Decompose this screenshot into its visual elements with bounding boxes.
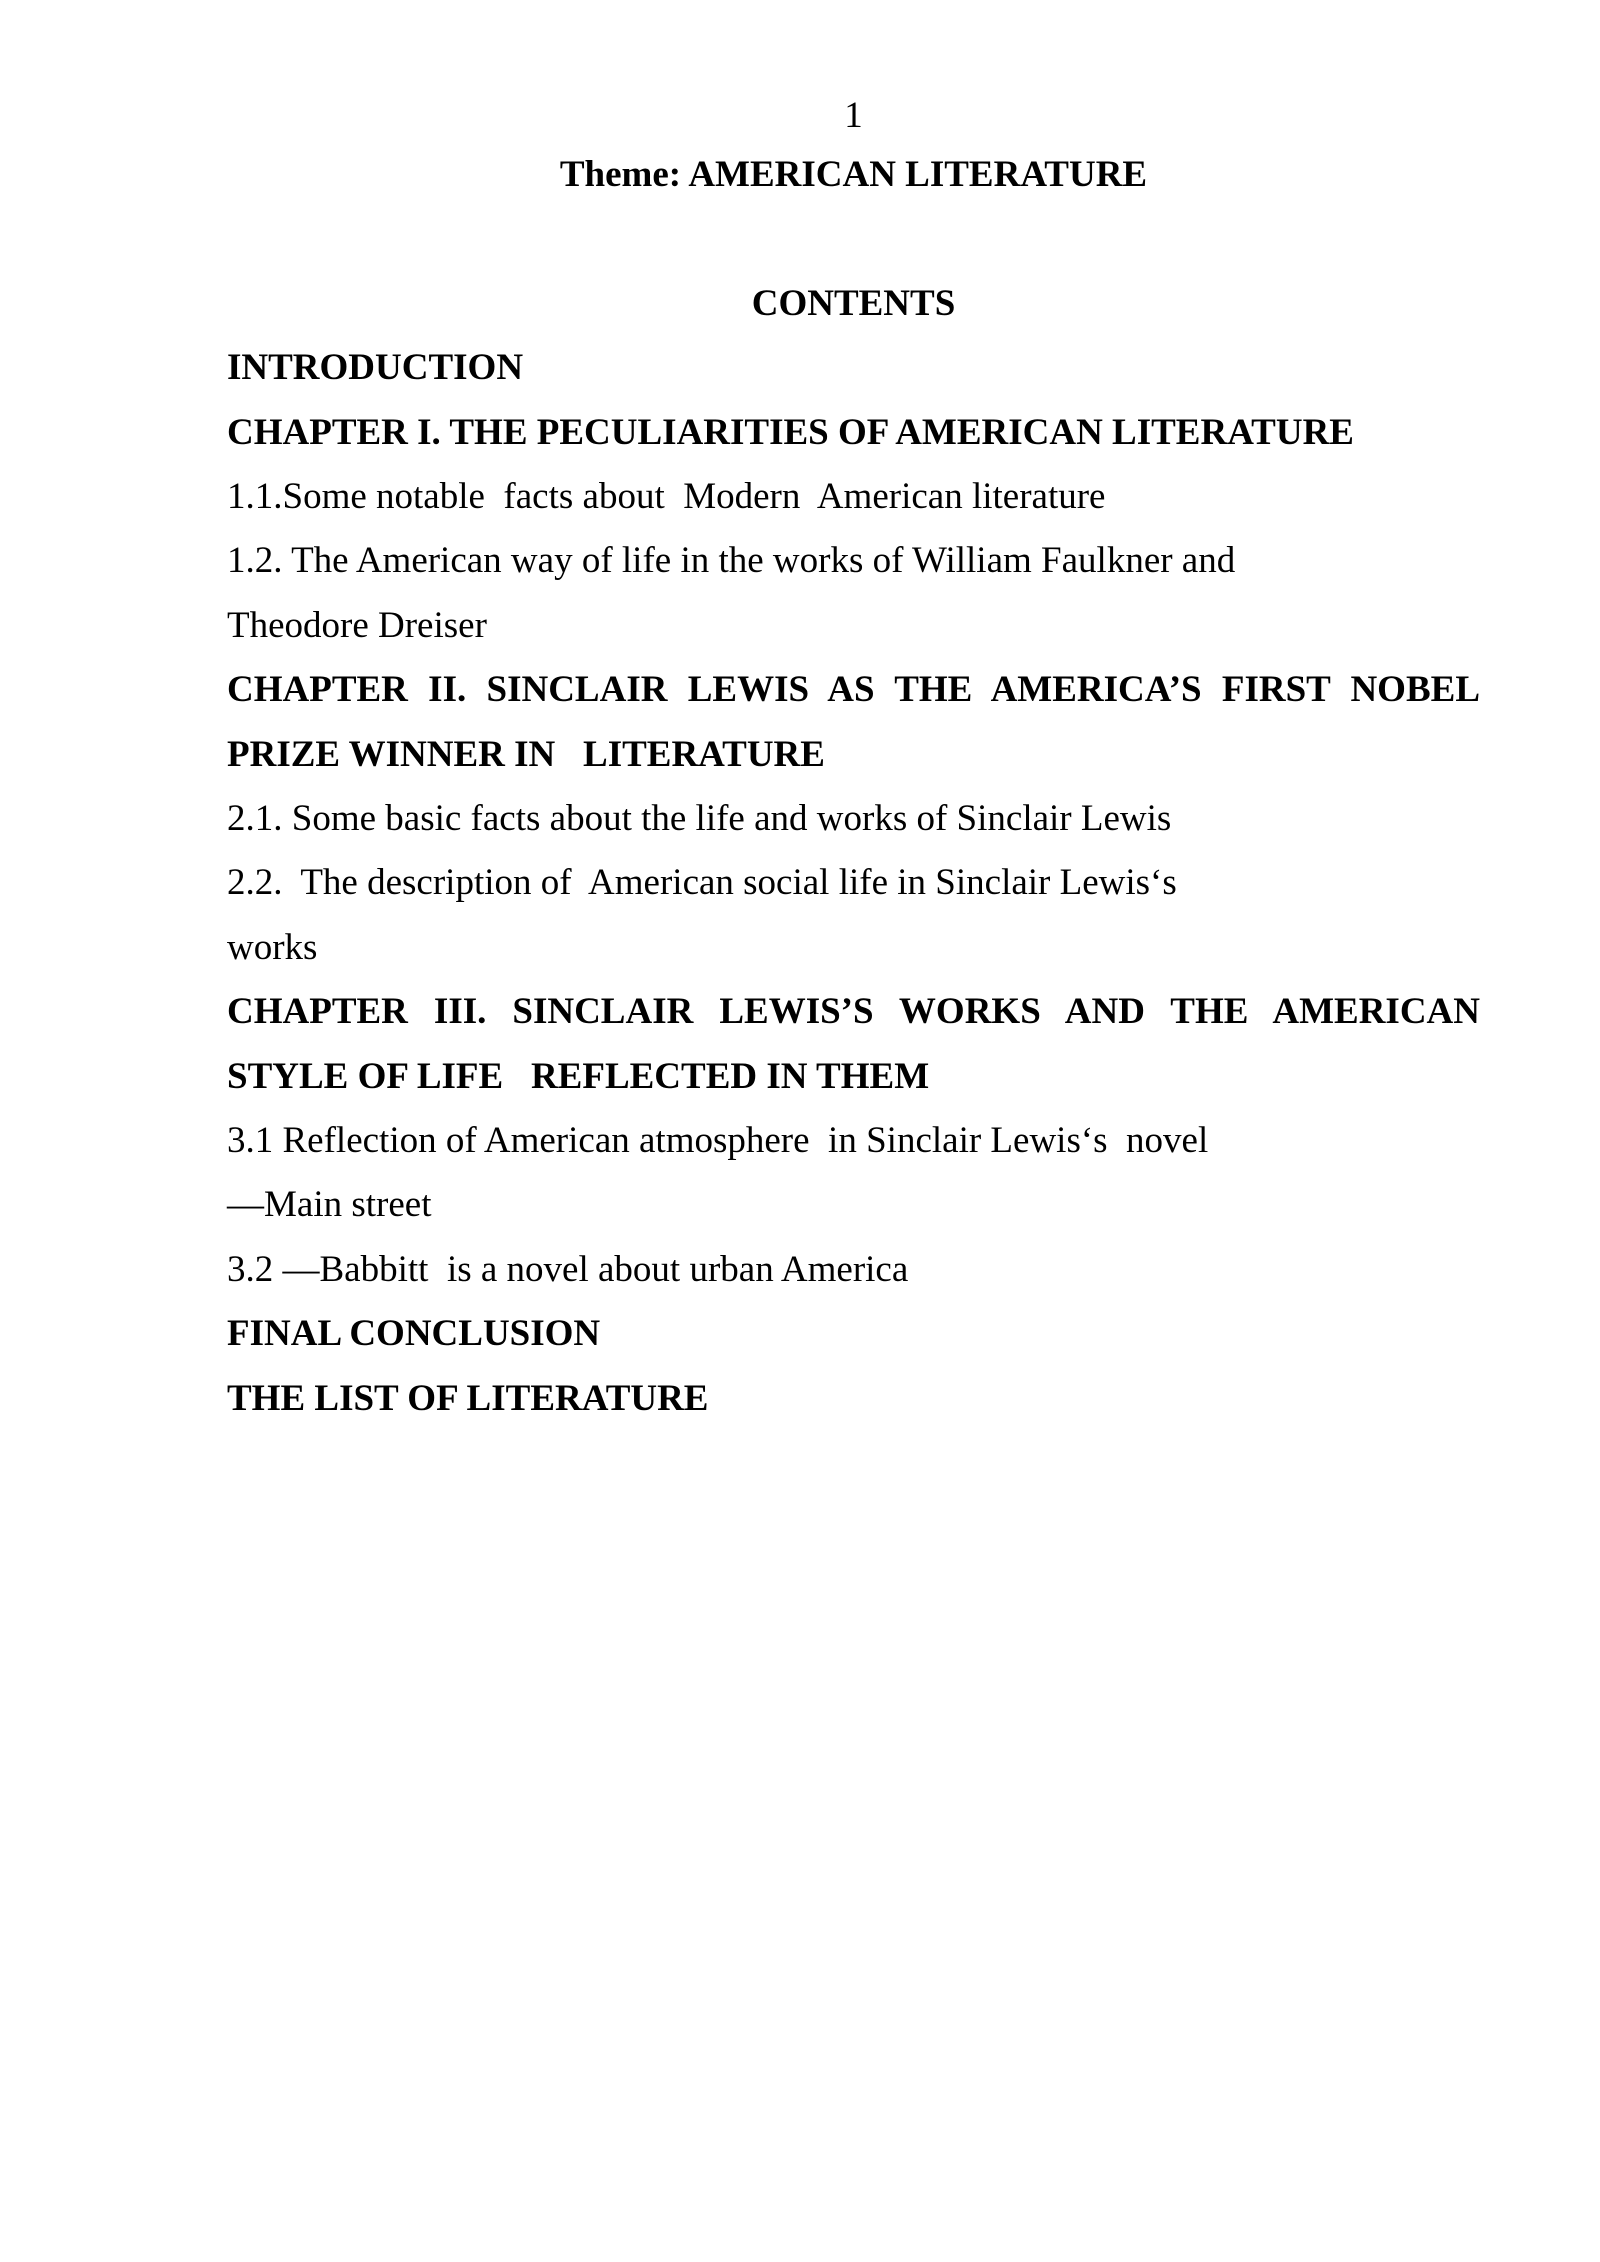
toc-line: CHAPTER III. SINCLAIR LEWIS’S WORKS AND THE AMERICAN — [227, 991, 1480, 1033]
toc-line: THE LIST OF LITERATURE — [227, 1377, 709, 1419]
toc-line: works — [227, 926, 318, 968]
toc-line: —Main street — [227, 1184, 432, 1226]
toc-line: CHAPTER II. SINCLAIR LEWIS AS THE AMERICA’S FIRST NOBEL — [227, 669, 1480, 711]
toc-line: 1.1.Some notable facts about Modern American literature — [227, 476, 1106, 518]
toc-line: 3.2 —Babbitt is a novel about urban America — [227, 1248, 909, 1290]
toc-line: FINAL CONCLUSION — [227, 1313, 601, 1355]
toc-line: Theodore Dreiser — [227, 604, 487, 646]
contents-heading: CONTENTS — [751, 282, 956, 324]
spacer-line — [227, 207, 1480, 271]
toc-line: STYLE OF LIFE REFLECTED IN THEM — [227, 1055, 930, 1097]
toc-line: INTRODUCTION — [227, 347, 524, 389]
toc-line: CHAPTER I. THE PECULIARITIES OF AMERICAN LITERATURE — [227, 411, 1354, 453]
toc-line: 2.2. The description of American social life in Sinclair Lewis‘s — [227, 862, 1177, 904]
toc-line: 1.2. The American way of life in the works of William Faulkner and — [227, 540, 1236, 582]
page-number: 1 — [844, 95, 863, 136]
toc-line: 3.1 Reflection of American atmosphere in Sinclair Lewis‘s novel — [227, 1120, 1209, 1162]
theme-title: Theme: AMERICAN LITERATURE — [559, 154, 1148, 195]
toc-line: 2.1. Some basic facts about the life and works of Sinclair Lewis — [227, 798, 1172, 840]
toc — [227, 336, 1480, 1431]
toc-line: PRIZE WINNER IN LITERATURE — [227, 733, 825, 775]
